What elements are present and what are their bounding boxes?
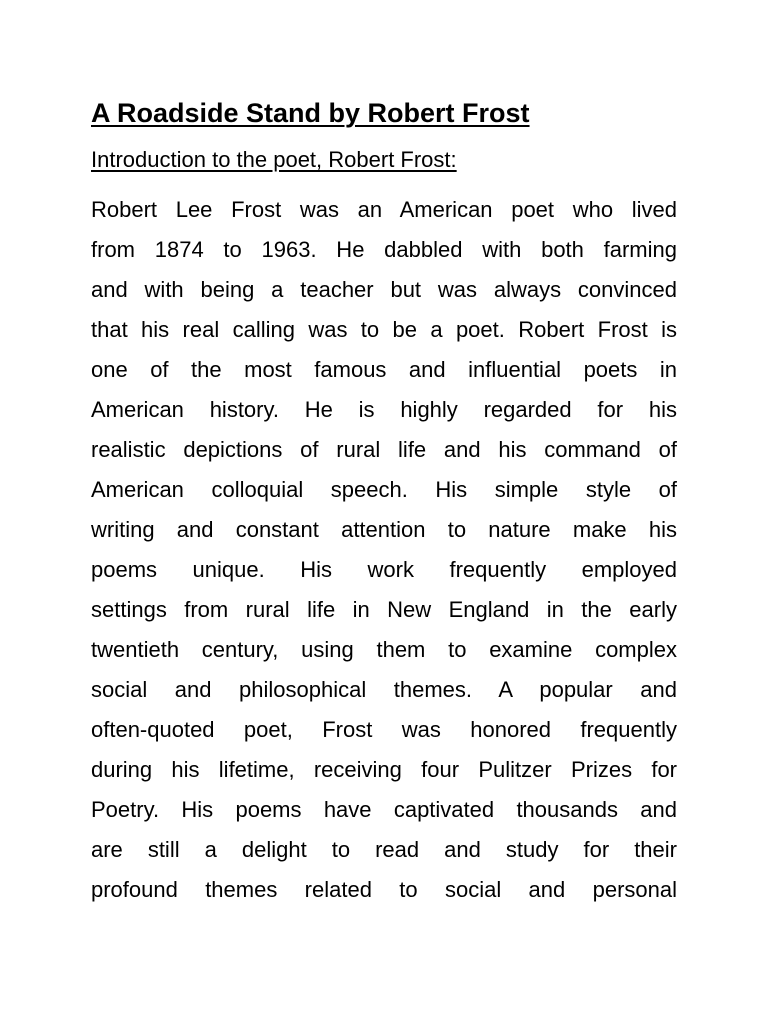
document-page <box>91 94 677 910</box>
document-title: A Roadside Stand by Robert Frost <box>91 98 530 128</box>
paragraph-line: twentieth century, using them to examine complex <box>91 637 677 662</box>
paragraph-line: profound themes related to social and personal <box>91 877 677 902</box>
paragraph-line: that his real calling was to be a poet. Robert Frost is <box>91 317 677 342</box>
section-heading: Introduction to the poet, Robert Frost: <box>91 147 457 172</box>
paragraph-line: social and philosophical themes. A popular and <box>91 677 677 702</box>
paragraph-line: American history. He is highly regarded for his <box>91 397 677 422</box>
paragraph-line: writing and constant attention to nature make his <box>91 517 677 542</box>
paragraph-line: Robert Lee Frost was an American poet who lived <box>91 197 677 222</box>
paragraph-line: are still a delight to read and study for their <box>91 837 677 862</box>
paragraph-line: during his lifetime, receiving four Pulitzer Prizes for <box>91 757 677 782</box>
paragraph-line: one of the most famous and influential poets in <box>91 357 677 382</box>
paragraph-line: realistic depictions of rural life and his command of <box>91 437 677 462</box>
paragraph-line: American colloquial speech. His simple style of <box>91 477 677 502</box>
paragraph-line: Poetry. His poems have captivated thousands and <box>91 797 677 822</box>
paragraph-line: and with being a teacher but was always convinced <box>91 277 677 302</box>
paragraph-line: settings from rural life in New England in the early <box>91 597 677 622</box>
paragraph-line: poems unique. His work frequently employed <box>91 557 677 582</box>
paragraph-line: often-quoted poet, Frost was honored frequently <box>91 717 677 742</box>
paragraph-line: from 1874 to 1963. He dabbled with both farming <box>91 237 677 262</box>
body-paragraph <box>91 190 677 910</box>
